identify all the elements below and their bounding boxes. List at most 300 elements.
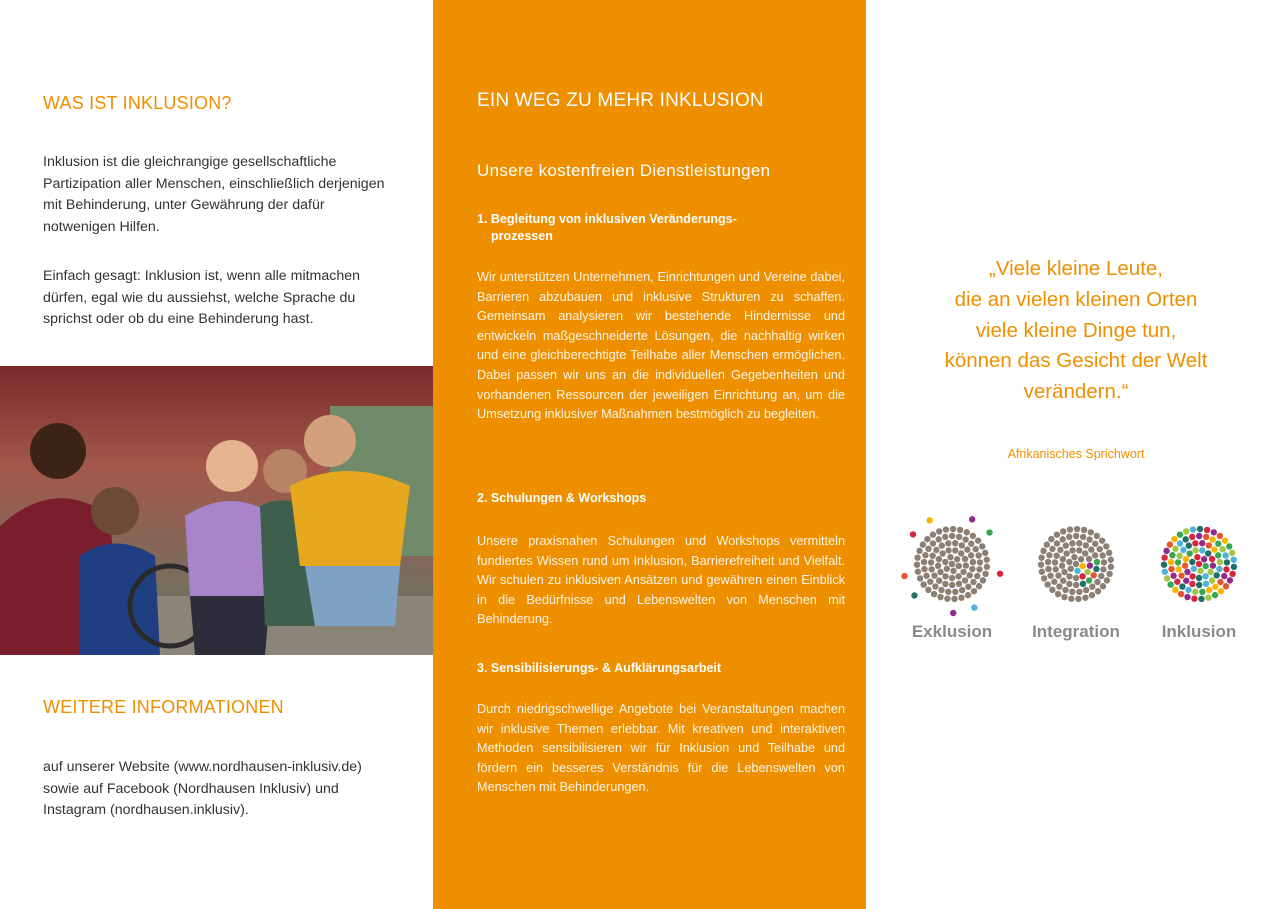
diagram-dot xyxy=(1087,562,1093,568)
diagram-dot xyxy=(979,543,985,549)
diagram-dot xyxy=(1082,550,1088,556)
diagram-dot xyxy=(1078,556,1084,562)
diagram-dot xyxy=(1068,566,1074,572)
diagram-dot xyxy=(954,556,960,562)
diagram-dot xyxy=(945,540,951,546)
diagram-dot xyxy=(1088,529,1094,535)
diagram-dot xyxy=(975,537,981,543)
diagram-dot xyxy=(943,526,949,532)
diagram-dot xyxy=(1175,559,1181,565)
diagram-integration xyxy=(1011,508,1141,641)
diagram-dot xyxy=(915,569,921,575)
diagram-dot xyxy=(1202,563,1208,569)
diagram-dot xyxy=(1222,552,1228,558)
diagram-dot xyxy=(1196,533,1202,539)
diagram-dot xyxy=(1067,526,1073,532)
diagram-dot xyxy=(1223,566,1229,572)
diagram-dot xyxy=(929,553,935,559)
diagram-dot xyxy=(931,572,937,578)
diagram-dot xyxy=(1049,587,1055,593)
diagram-dot xyxy=(1206,542,1212,548)
diagram-dot xyxy=(1167,541,1173,547)
diagram-dot xyxy=(1053,553,1059,559)
diagram-dot xyxy=(945,589,951,595)
diagram-dot xyxy=(1217,579,1223,585)
diagram-dot xyxy=(939,550,945,556)
diagram-dot xyxy=(1196,575,1202,581)
diagram-dot xyxy=(1217,533,1223,539)
diagram-dot xyxy=(1207,569,1213,575)
diagram-dot xyxy=(1066,559,1072,565)
diagram-dot xyxy=(1062,587,1068,593)
left-panel xyxy=(0,0,433,909)
diagram-dot xyxy=(1161,562,1167,568)
service-3-title xyxy=(477,660,721,677)
diagram-dot xyxy=(1211,546,1217,552)
diagram-dot xyxy=(952,540,958,546)
diagram-dot xyxy=(1098,573,1104,579)
diagram-dot xyxy=(1215,541,1221,547)
outside-dot xyxy=(969,516,975,522)
diagram-dot xyxy=(1108,557,1114,563)
diagram-dot xyxy=(1175,566,1181,572)
diagram-dot xyxy=(942,534,948,540)
subheading-dienstleistungen: Unsere kostenfreien Dienstleistungen xyxy=(477,161,771,180)
diagram-dot xyxy=(1180,547,1186,553)
service-1-title-line1: 1. Begleitung von inklusiven Veränderungs- xyxy=(477,212,737,226)
diagram-dot xyxy=(939,542,945,548)
diagram-dot xyxy=(965,584,971,590)
diagram-dot xyxy=(923,573,929,579)
diagram-dot xyxy=(1076,589,1082,595)
diagram-dot xyxy=(916,548,922,554)
diagram-dot xyxy=(925,587,931,593)
diagram-dot xyxy=(1189,559,1195,565)
diagram-dot xyxy=(952,589,958,595)
diagram-dot xyxy=(1068,596,1074,602)
outside-dot xyxy=(911,592,917,598)
integration-dots-icon xyxy=(1020,508,1132,620)
diagram-dot xyxy=(962,536,968,542)
diagram-dot xyxy=(1182,563,1188,569)
diagram-dot xyxy=(1210,562,1216,568)
diagram-dot xyxy=(1108,564,1114,570)
diagram-dot xyxy=(1164,575,1170,581)
diagram-dot xyxy=(1212,584,1218,590)
diagram-dot xyxy=(1084,569,1090,575)
diagram-dot xyxy=(1196,582,1202,588)
diagram-dot xyxy=(1163,548,1169,554)
diagram-dot xyxy=(968,541,974,547)
diagram-dot xyxy=(1066,581,1072,587)
diagram-dot xyxy=(962,577,968,583)
diagram-dot xyxy=(1079,563,1085,569)
diagram-dot xyxy=(982,571,988,577)
quote xyxy=(866,254,1286,408)
diagram-dot xyxy=(922,552,928,558)
diagram-dot xyxy=(1184,569,1190,575)
diagram-dot xyxy=(1215,552,1221,558)
diagram-dot xyxy=(984,557,990,563)
diagram-dot xyxy=(1179,583,1185,589)
diagram-dot xyxy=(1040,548,1046,554)
diagram-dot xyxy=(1189,534,1195,540)
diagram-dot xyxy=(1069,547,1075,553)
diagram-dot xyxy=(1075,596,1081,602)
diagram-dot xyxy=(951,596,957,602)
diagram-dot xyxy=(1174,579,1180,585)
service-3-text: Durch niedrigschwellige Angebote bei Veranstaltungen machen wir inklusive Themen erlebbar. Mit kreativen und interaktiven Methoden sensibilisieren wir für Inklusion und Teilhabe und fördern ein besseres Verständnis für die Lebenswelten von Menschen mit Behinderungen. xyxy=(477,702,845,795)
diagram-dot xyxy=(1060,528,1066,534)
diagram-dot xyxy=(1063,542,1069,548)
outside-dot xyxy=(997,571,1003,577)
diagram-dot xyxy=(1044,581,1050,587)
diagram-dot xyxy=(1054,540,1060,546)
diagram-dot xyxy=(957,527,963,533)
diagram-dot xyxy=(964,546,970,552)
diagram-dot xyxy=(956,581,962,587)
diagram-dot xyxy=(1045,566,1051,572)
contact-paragraph: auf unserer Website (www.nordhausen-inklusiv.de) sowie auf Facebook (Nordhausen Inklusiv) und Instagram (nordhausen.inklusiv). xyxy=(43,759,362,818)
diagram-dot xyxy=(1224,559,1230,565)
quote-source: Afrikanisches Sprichwort xyxy=(1007,447,1145,461)
diagram-dot xyxy=(950,526,956,532)
diagram-dot xyxy=(1218,588,1224,594)
diagram-dot xyxy=(944,596,950,602)
diagram-dot xyxy=(1185,587,1191,593)
diagram-dot xyxy=(969,566,975,572)
heading-was-ist-inklusion: WAS IST INKLUSION? xyxy=(43,93,232,113)
diagram-dot xyxy=(1069,589,1075,595)
heading-weitere-informationen: WEITERE INFORMATIONEN xyxy=(43,697,284,717)
diagram-dot xyxy=(1104,577,1110,583)
diagram-dot xyxy=(1231,557,1237,563)
diagram-dot xyxy=(1222,537,1228,543)
diagram-dot xyxy=(1178,591,1184,597)
diagram-dot xyxy=(1192,547,1198,553)
diagram-dot xyxy=(1086,556,1092,562)
outside-dot xyxy=(926,517,932,523)
diagram-dot xyxy=(917,575,923,581)
diagram-dot xyxy=(1038,554,1044,560)
diagram-dot xyxy=(976,583,982,589)
diagram-dot xyxy=(1061,569,1067,575)
diagram-dot xyxy=(1217,559,1223,565)
diagram-dot xyxy=(976,566,982,572)
right-panel xyxy=(866,0,1286,909)
diagram-dot xyxy=(965,592,971,598)
diagram-dot xyxy=(937,569,943,575)
diagram-dot xyxy=(1183,556,1189,562)
diagram-dot xyxy=(1177,540,1183,546)
diagram-dot xyxy=(1167,581,1173,587)
diagram-dot xyxy=(927,579,933,585)
diagram-dot xyxy=(942,559,948,565)
diagram-dot xyxy=(1092,541,1098,547)
diagram-dot xyxy=(930,540,936,546)
diagram-dot xyxy=(914,562,920,568)
diagram-dot xyxy=(1059,536,1065,542)
diagram-dot xyxy=(1169,552,1175,558)
diagram-dot xyxy=(1083,542,1089,548)
label-exklusion: Exklusion xyxy=(911,622,993,641)
diagram-dot xyxy=(1097,546,1103,552)
diagram-dot xyxy=(1080,581,1086,587)
service-2-title xyxy=(477,490,646,507)
diagram-dot xyxy=(1204,527,1210,533)
diagram-dot xyxy=(1178,572,1184,578)
diagram-dot xyxy=(944,566,950,572)
diagram-dot xyxy=(914,554,920,560)
diagram-dot xyxy=(1199,589,1205,595)
diagram-dot xyxy=(1186,542,1192,548)
diagram-dot xyxy=(1074,526,1080,532)
diagram-dot xyxy=(958,550,964,556)
diagram-dot xyxy=(1106,571,1112,577)
diagram-dot xyxy=(1231,564,1237,570)
diagram-dot xyxy=(1205,595,1211,601)
diagram-dot xyxy=(1203,534,1209,540)
diagram-dot xyxy=(920,541,926,547)
diagram-dot xyxy=(936,528,942,534)
outside-dot xyxy=(901,573,907,579)
diagram-dot xyxy=(970,559,976,565)
diagram-dot xyxy=(1069,540,1075,546)
service-3-title-line1: 3. Sensibilisierungs- & Aufklärungsarbeit xyxy=(477,661,722,675)
diagram-dot xyxy=(1038,562,1044,568)
diagram-dot xyxy=(1209,577,1215,583)
inclusion-dots-icon xyxy=(1143,508,1255,620)
diagram-dot xyxy=(963,562,969,568)
diagram-dot xyxy=(1056,583,1062,589)
diagram-dot xyxy=(1049,546,1055,552)
diagram-dot xyxy=(1055,591,1061,597)
diagram-dot xyxy=(1229,550,1235,556)
diagram-dot xyxy=(1055,572,1061,578)
diagram-dot xyxy=(1213,572,1219,578)
outside-dot xyxy=(971,604,977,610)
diagram-dot xyxy=(966,572,972,578)
diagram-dot xyxy=(1099,537,1105,543)
diagram-dot xyxy=(1199,547,1205,553)
diagram-dot xyxy=(1223,583,1229,589)
diagram-dot xyxy=(1211,529,1217,535)
diagram-dot xyxy=(1170,573,1176,579)
diagram-dot xyxy=(959,587,965,593)
diagram-dot xyxy=(1209,536,1215,542)
diagram-dot xyxy=(1201,556,1207,562)
outside-dot xyxy=(986,529,992,535)
diagram-dot xyxy=(1197,526,1203,532)
diagram-dot xyxy=(952,547,958,553)
service-1-text: Wir unterstützen Unternehmen, Einrichtungen und Vereine dabei, Barrieren abzubauen und inklusive Strukturen zu schaffen. Gemeinsam analysieren wir bestehende Hindernisse und entwickeln maßgeschneiderte Lösungen, die nachhaltig wirken und eine gleichberechtigte Teilhabe aller Menschen ermöglichen. Dabei passen wir uns an die individuellen Gegebenheiten und vorhandenen Ressourcen der jeweiligen Einrichtung an, um die Umsetzung inklusiver Maßnahmen bestmöglich zu begleiten. xyxy=(477,270,845,422)
diagram-dot xyxy=(975,552,981,558)
diagram-dot xyxy=(970,533,976,539)
diagram-dot xyxy=(982,550,988,556)
diagram-dot xyxy=(935,563,941,569)
diagram-dot xyxy=(1092,552,1098,558)
diagram-dot xyxy=(1172,546,1178,552)
diagram-dot xyxy=(1194,554,1200,560)
diagram-dot xyxy=(942,581,948,587)
quote-line-4: können das Gesicht der Welt xyxy=(944,349,1208,373)
diagram-dot xyxy=(1209,556,1215,562)
diagram-dot xyxy=(1182,536,1188,542)
diagram-dot xyxy=(1076,547,1082,553)
diagram-dot xyxy=(1076,540,1082,546)
diagram-dot xyxy=(1079,573,1085,579)
diagram-dot xyxy=(942,573,948,579)
middle-panel xyxy=(433,0,866,909)
service-1-title xyxy=(477,211,737,245)
diagram-dot xyxy=(974,573,980,579)
diagram-dot xyxy=(1216,566,1222,572)
diagram-dot xyxy=(1054,531,1060,537)
diagram-dot xyxy=(955,563,961,569)
diagram-dot xyxy=(1086,536,1092,542)
diagram-dot xyxy=(1172,587,1178,593)
diagram-dot xyxy=(1045,559,1051,565)
diagram-dot xyxy=(1196,561,1202,567)
diagram-dot xyxy=(973,546,979,552)
diagram-dot xyxy=(955,573,961,579)
diagram-dot xyxy=(962,556,968,562)
diagram-dot xyxy=(1183,528,1189,534)
inclusion-diagrams xyxy=(866,508,1286,648)
diagram-dot xyxy=(1161,554,1167,560)
diagram-dot xyxy=(936,556,942,562)
diagram-dot xyxy=(1047,573,1053,579)
diagram-dot xyxy=(938,587,944,593)
diagram-dot xyxy=(1212,592,1218,598)
diagram-dot xyxy=(936,577,942,583)
diagram-dot xyxy=(1221,573,1227,579)
diagram-dot xyxy=(928,566,934,572)
diagram-dot xyxy=(1080,534,1086,540)
diagram-dot xyxy=(1189,573,1195,579)
diagram-dot xyxy=(1052,566,1058,572)
diagram-dot xyxy=(1093,566,1099,572)
diagram-dot xyxy=(931,591,937,597)
diagram-dot xyxy=(1184,594,1190,600)
label-inklusion: Inklusion xyxy=(1161,622,1237,641)
quote-line-2: die an vielen kleinen Orten xyxy=(954,287,1198,311)
simple-explanation-paragraph: Einfach gesagt: Inklusion ist, wenn alle mitmachen dürfen, egal wie du aussiehst, welche Sprache du sprichst oder ob du eine Behinderung hast. xyxy=(43,268,361,327)
diagram-dot xyxy=(1059,563,1065,569)
diagram-dot xyxy=(1226,543,1232,549)
diagram-dot xyxy=(920,581,926,587)
diagram-dot xyxy=(1041,575,1047,581)
service-2-title-line1: 2. Schulungen & Workshops xyxy=(477,491,647,505)
diagram-dot xyxy=(1095,588,1101,594)
diagram-dot xyxy=(1088,546,1094,552)
diagram-dot xyxy=(1171,536,1177,542)
diagram-dot xyxy=(1060,577,1066,583)
diagram-dot xyxy=(1100,566,1106,572)
diagram-dot xyxy=(1039,569,1045,575)
diagram-dot xyxy=(970,579,976,585)
diagram-dot xyxy=(921,566,927,572)
diagram-dot xyxy=(1191,566,1197,572)
diagram-dot xyxy=(947,554,953,560)
group-photo-illustration xyxy=(0,366,433,655)
diagram-dot xyxy=(1052,559,1058,565)
diagram-dot xyxy=(1198,596,1204,602)
diagram-dot xyxy=(968,552,974,558)
diagram-dot xyxy=(1106,550,1112,556)
diagram-inklusion xyxy=(1134,508,1264,641)
diagram-dot xyxy=(1103,543,1109,549)
diagram-dot xyxy=(924,536,930,542)
diagram-dot xyxy=(935,536,941,542)
diagram-dot xyxy=(956,534,962,540)
diagram-dot xyxy=(1061,594,1067,600)
group-photo xyxy=(0,366,433,655)
diagram-dot xyxy=(984,564,990,570)
diagram-dot xyxy=(1176,553,1182,559)
diagram-dot xyxy=(1082,595,1088,601)
diagram-dot xyxy=(949,561,955,567)
diagram-dot xyxy=(1066,534,1072,540)
diagram-exklusion xyxy=(887,508,1017,641)
diagram-dot xyxy=(964,529,970,535)
diagram-dot xyxy=(1229,571,1235,577)
quote-line-5: verändern.“ xyxy=(1023,380,1129,404)
diagram-dot xyxy=(1192,589,1198,595)
diagram-dot xyxy=(1083,587,1089,593)
diagram-dot xyxy=(1191,596,1197,602)
diagram-dot xyxy=(949,533,955,539)
diagram-dot xyxy=(1100,583,1106,589)
diagram-dot xyxy=(1168,559,1174,565)
diagram-dot xyxy=(980,577,986,583)
diagram-dot xyxy=(977,559,983,565)
diagram-dot xyxy=(1060,556,1066,562)
diagram-dot xyxy=(1183,577,1189,583)
diagram-dot xyxy=(1227,577,1233,583)
diagram-dot xyxy=(1220,546,1226,552)
diagram-dot xyxy=(1081,527,1087,533)
diagram-dot xyxy=(1073,575,1079,581)
diagram-dot xyxy=(1189,581,1195,587)
diagram-dot xyxy=(928,559,934,565)
diagram-dot xyxy=(960,569,966,575)
service-2-text: Unsere praxisnahen Schulungen und Workshops vermitteln fundiertes Wissen rund um Inklusion, Barrierefreiheit und Vielfalt. Wir schulen zu inklusiven Ansätzen und gewähren einen Einblick in die Bedürfnisse und Lebenswelten von Menschen mit Behinderung. xyxy=(477,534,845,627)
diagram-dot xyxy=(1162,569,1168,575)
diagram-dot xyxy=(1094,559,1100,565)
service-1-title-line2: prozessen xyxy=(491,229,553,243)
diagram-dot xyxy=(1086,577,1092,583)
diagram-dot xyxy=(959,542,965,548)
diagram-dot xyxy=(1206,587,1212,593)
diagram-dot xyxy=(1203,581,1209,587)
quote-line-3: viele kleine Dinge tun, xyxy=(975,318,1177,342)
diagram-dot xyxy=(1074,568,1080,574)
diagram-dot xyxy=(1177,531,1183,537)
diagram-dot xyxy=(1190,526,1196,532)
diagram-dot xyxy=(1192,540,1198,546)
quote-line-1: „Viele kleine Leute, xyxy=(989,257,1163,280)
diagram-dot xyxy=(949,575,955,581)
diagram-dot xyxy=(950,568,956,574)
diagram-dot xyxy=(1199,540,1205,546)
diagram-dot xyxy=(925,546,931,552)
intro-paragraph: Inklusion ist die gleichrangige gesellschaftliche Partizipation aller Menschen, einschließlich derjenigen mit Behinderung, unter Gewährung der dafür notwenigen Hilfen. xyxy=(43,154,385,235)
diagram-dot xyxy=(937,594,943,600)
diagram-dot xyxy=(1046,552,1052,558)
diagram-dot xyxy=(1089,592,1095,598)
diagram-dot xyxy=(930,531,936,537)
